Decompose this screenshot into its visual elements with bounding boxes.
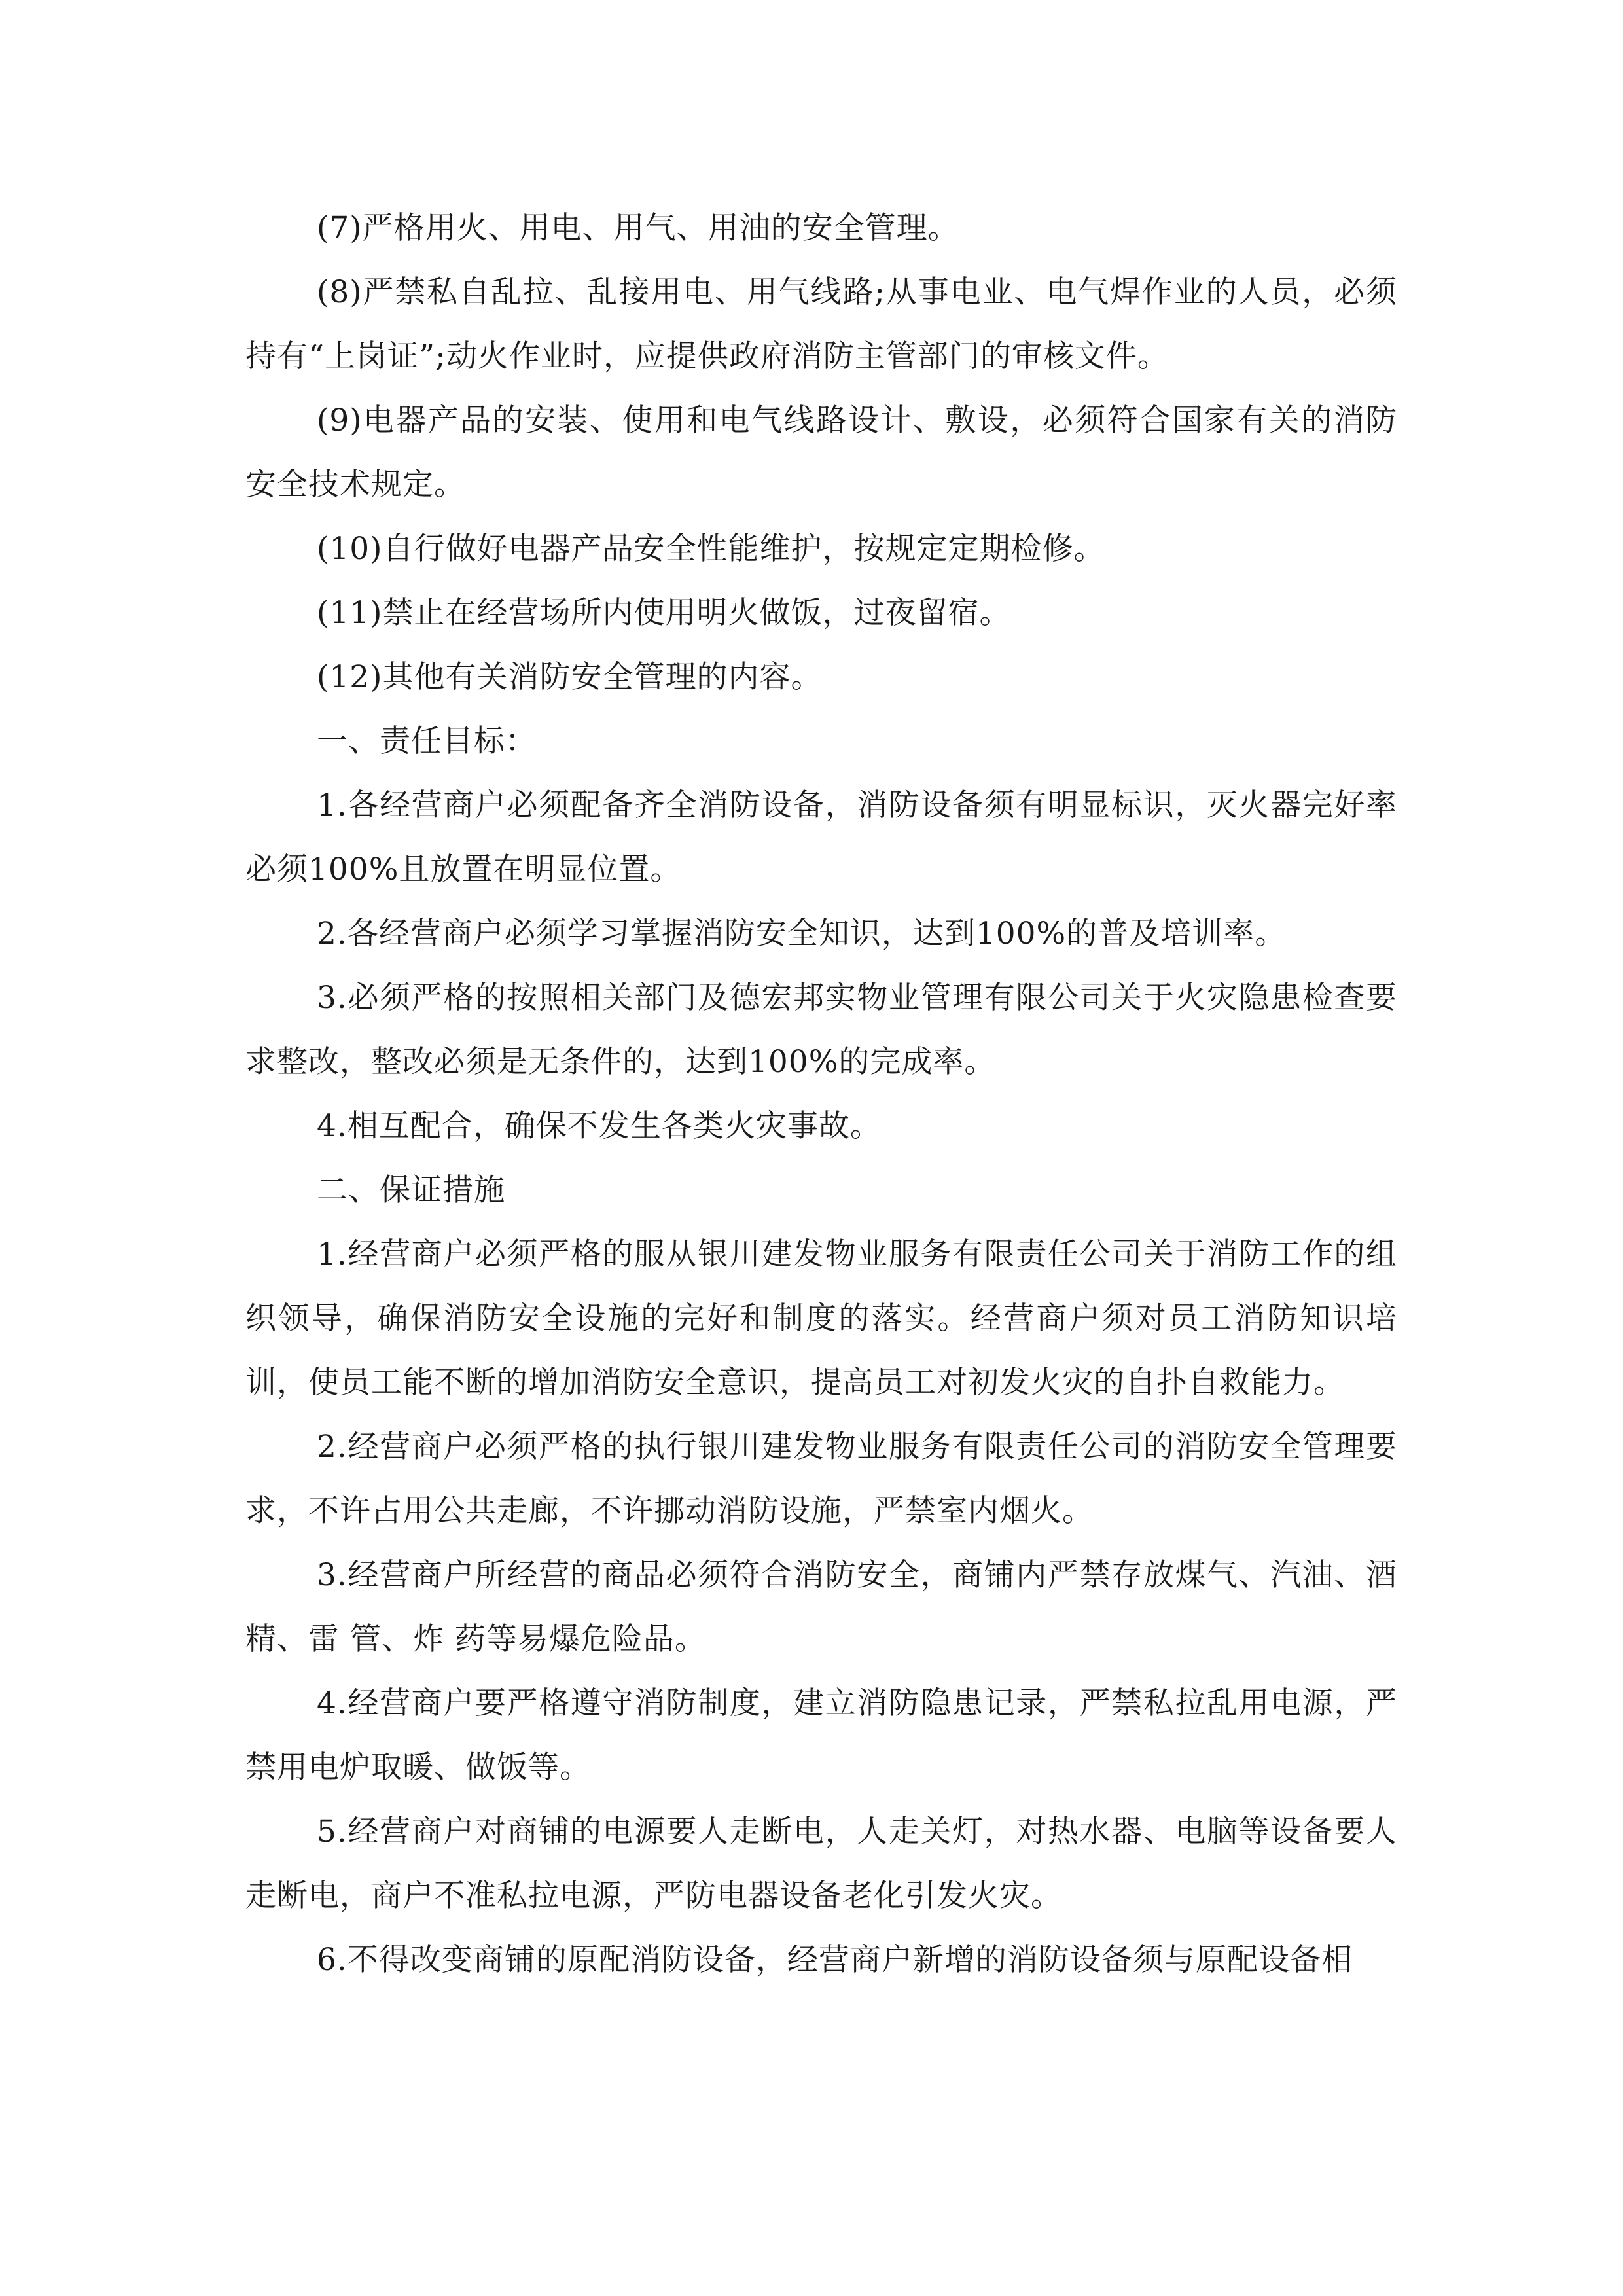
goal-item-3: 3.必须严格的按照相关部门及德宏邦实物业管理有限公司关于火灾隐患检查要求整改，整改必须是无条件的，达到100%的完成率。 — [245, 980, 1397, 1080]
document-body — [245, 196, 1397, 1992]
measure-item-4: 4.经营商户要严格遵守消防制度，建立消防隐患记录，严禁私拉乱用电源，严禁用电炉取暖、做饭等。 — [245, 1685, 1397, 1785]
section-heading-guarantee-measures: 二、保证措施 — [317, 1172, 505, 1208]
goal-item-2: 2.各经营商户必须学习掌握消防安全知识，达到100%的普及培训率。 — [317, 916, 1287, 952]
measure-item-1: 1.经营商户必须严格的服从银川建发物业服务有限责任公司关于消防工作的组织领导，确保消防安全设施的完好和制度的落实。经营商户须对员工消防知识培训，使员工能不断的增加消防安全意识，提高员工对初发火灾的自扑自救能力。 — [245, 1236, 1397, 1401]
paragraph-item-10: (10)自行做好电器产品安全性能维护，按规定定期检修。 — [317, 531, 1105, 567]
section-heading-responsibility-goals: 一、责任目标： — [317, 723, 537, 759]
measure-item-5: 5.经营商户对商铺的电源要人走断电，人走关灯，对热水器、电脑等设备要人走断电，商户不准私拉电源，严防电器设备老化引发火灾。 — [245, 1814, 1397, 1914]
goal-item-1: 1.各经营商户必须配备齐全消防设备，消防设备须有明显标识，灭火器完好率必须100%且放置在明显位置。 — [245, 787, 1397, 888]
paragraph-item-8: (8)严禁私自乱拉、乱接用电、用气线路;从事电业、电气焊作业的人员，必须持有“上岗证”;动火作业时，应提供政府消防主管部门的审核文件。 — [245, 274, 1397, 374]
paragraph-item-7: (7)严格用火、用电、用气、用油的安全管理。 — [317, 210, 959, 246]
goal-item-4: 4.相互配合，确保不发生各类火灾事故。 — [317, 1108, 882, 1144]
paragraph-item-9: (9)电器产品的安装、使用和电气线路设计、敷设，必须符合国家有关的消防安全技术规定。 — [245, 403, 1397, 503]
paragraph-item-12: (12)其他有关消防安全管理的内容。 — [317, 659, 823, 695]
measure-item-6: 6.不得改变商铺的原配消防设备，经营商户新增的消防设备须与原配设备相 — [317, 1942, 1353, 1978]
measure-item-2: 2.经营商户必须严格的执行银川建发物业服务有限责任公司的消防安全管理要求，不许占用公共走廊，不许挪动消防设施，严禁室内烟火。 — [245, 1429, 1397, 1529]
paragraph-item-11: (11)禁止在经营场所内使用明火做饭，过夜留宿。 — [317, 595, 1011, 631]
measure-item-3: 3.经营商户所经营的商品必须符合消防安全，商铺内严禁存放煤气、汽油、酒精、雷 管、炸 药等易爆危险品。 — [245, 1557, 1397, 1657]
